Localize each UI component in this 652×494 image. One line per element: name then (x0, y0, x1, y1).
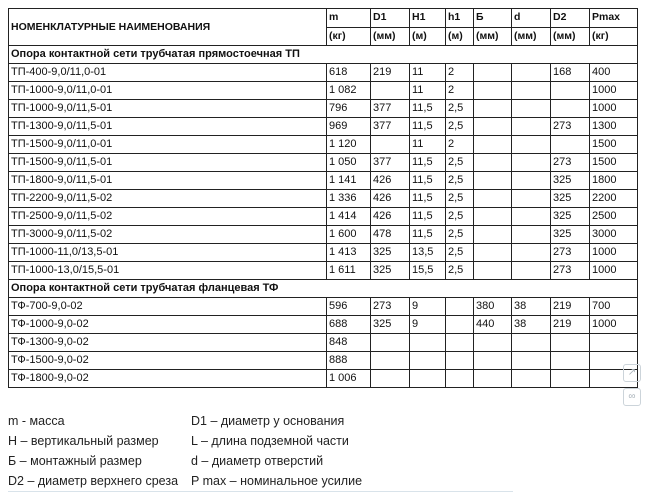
column-header: D1 (371, 9, 410, 28)
cell-value (474, 244, 512, 262)
cell-value: 1 006 (327, 370, 371, 388)
cell-value: 618 (327, 64, 371, 82)
cell-value: 377 (371, 154, 410, 172)
table-row (9, 136, 638, 154)
column-header: D2 (551, 9, 590, 28)
table-row (9, 82, 638, 100)
cell-value: 38 (512, 298, 551, 316)
cell-value: 3000 (590, 226, 638, 244)
table-row (9, 190, 638, 208)
section-title: Опора контактной сети трубчатая фланцевая ТФ (9, 280, 638, 298)
cell-value: 1000 (590, 262, 638, 280)
cell-value: 796 (327, 100, 371, 118)
table-row (9, 64, 638, 82)
cell-value: 2,5 (446, 172, 474, 190)
cell-value: 273 (551, 244, 590, 262)
share-icon[interactable]: ↗ (623, 364, 641, 382)
cell-value (512, 100, 551, 118)
unit-header: (кг) (327, 27, 371, 46)
legend-item: P max – номинальное усилие (191, 474, 363, 488)
cell-value: 15,5 (410, 262, 446, 280)
column-header: h1 (446, 9, 474, 28)
table-row (9, 244, 638, 262)
cell-value: 325 (551, 208, 590, 226)
cell-value: 1000 (590, 316, 638, 334)
cell-value: 11,5 (410, 118, 446, 136)
column-header: Pmax (590, 9, 638, 28)
product-name: ТП-1300-9,0/11,5-01 (9, 118, 327, 136)
legend (8, 411, 388, 491)
cell-value: 325 (551, 190, 590, 208)
product-name: ТП-1500-9,0/11,0-01 (9, 136, 327, 154)
cell-value: 38 (512, 316, 551, 334)
product-name: ТП-1500-9,0/11,5-01 (9, 154, 327, 172)
legend-item: d – диаметр отверстий (191, 454, 324, 468)
unit-header: (м) (410, 27, 446, 46)
cell-value: 11,5 (410, 208, 446, 226)
column-header: H1 (410, 9, 446, 28)
name-header: НОМЕНКЛАТУРНЫЕ НАИМЕНОВАНИЯ (9, 9, 327, 46)
column-header: Б (474, 9, 512, 28)
cell-value (371, 352, 410, 370)
cell-value (474, 136, 512, 154)
cell-value: 11,5 (410, 100, 446, 118)
cell-value (512, 190, 551, 208)
cell-value: 1000 (590, 100, 638, 118)
product-name: ТФ-1000-9,0-02 (9, 316, 327, 334)
cell-value: 2,5 (446, 262, 474, 280)
cell-value (474, 118, 512, 136)
table-row (9, 352, 638, 370)
cell-value: 380 (474, 298, 512, 316)
cell-value (551, 370, 590, 388)
cell-value: 2,5 (446, 118, 474, 136)
cell-value (474, 262, 512, 280)
unit-header: (м) (446, 27, 474, 46)
cell-value (474, 208, 512, 226)
cell-value: 325 (371, 316, 410, 334)
table-row (9, 370, 638, 388)
cell-value (512, 334, 551, 352)
cell-value: 2 (446, 136, 474, 154)
cell-value (474, 334, 512, 352)
side-icons (623, 364, 645, 412)
cell-value: 9 (410, 316, 446, 334)
legend-item: H – вертикальный размер (8, 434, 159, 448)
product-name: ТП-2500-9,0/11,5-02 (9, 208, 327, 226)
cell-value: 2,5 (446, 244, 474, 262)
cell-value (474, 82, 512, 100)
cell-value (410, 370, 446, 388)
table-row (9, 262, 638, 280)
cell-value: 1 336 (327, 190, 371, 208)
cell-value: 2,5 (446, 226, 474, 244)
cell-value: 325 (551, 172, 590, 190)
cell-value: 2200 (590, 190, 638, 208)
table-row (9, 100, 638, 118)
product-name: ТФ-700-9,0-02 (9, 298, 327, 316)
legend-item: D1 – диаметр у основания (191, 414, 345, 428)
cell-value (474, 190, 512, 208)
legend-row (8, 431, 388, 451)
cell-value (512, 370, 551, 388)
unit-header: (мм) (512, 27, 551, 46)
cell-value (512, 64, 551, 82)
legend-item: D2 – диаметр верхнего среза (8, 474, 179, 488)
cell-value (512, 136, 551, 154)
product-name: ТФ-1800-9,0-02 (9, 370, 327, 388)
header-row (9, 9, 638, 28)
cell-value (446, 334, 474, 352)
unit-header: (кг) (590, 27, 638, 46)
cell-value (446, 352, 474, 370)
cell-value: 1 413 (327, 244, 371, 262)
cell-value: 2 (446, 64, 474, 82)
product-name: ТП-3000-9,0/11,5-02 (9, 226, 327, 244)
cell-value: 1 611 (327, 262, 371, 280)
cell-value (512, 172, 551, 190)
cell-value: 1000 (590, 82, 638, 100)
cell-value (410, 334, 446, 352)
cell-value: 2,5 (446, 100, 474, 118)
cell-value (474, 100, 512, 118)
cell-value: 1500 (590, 136, 638, 154)
table-row (9, 334, 638, 352)
cell-value (512, 352, 551, 370)
cell-value: 426 (371, 172, 410, 190)
cell-value: 11 (410, 64, 446, 82)
product-name: ТП-2200-9,0/11,5-02 (9, 190, 327, 208)
legend-row (8, 411, 388, 431)
cell-value: 13,5 (410, 244, 446, 262)
cell-value (474, 226, 512, 244)
cell-value (446, 316, 474, 334)
cell-value: 1 414 (327, 208, 371, 226)
table-row (9, 118, 638, 136)
cell-value (512, 154, 551, 172)
cell-value (551, 82, 590, 100)
cell-value: 2500 (590, 208, 638, 226)
cell-value: 325 (371, 262, 410, 280)
product-name: ТП-400-9,0/11,0-01 (9, 64, 327, 82)
product-name: ТП-1000-9,0/11,5-01 (9, 100, 327, 118)
cell-value: 11,5 (410, 190, 446, 208)
cell-value (474, 352, 512, 370)
cell-value: 688 (327, 316, 371, 334)
section-row (9, 46, 638, 64)
cell-value (512, 244, 551, 262)
cell-value: 1 082 (327, 82, 371, 100)
cell-value (371, 136, 410, 154)
table-row (9, 154, 638, 172)
cell-value (446, 370, 474, 388)
cell-value: 273 (551, 118, 590, 136)
cell-value: 426 (371, 190, 410, 208)
cell-value: 1 120 (327, 136, 371, 154)
legend-row (8, 471, 388, 491)
cell-value: 400 (590, 64, 638, 82)
column-header: m (327, 9, 371, 28)
section-title: Опора контактной сети трубчатая прямостоечная ТП (9, 46, 638, 64)
cell-value (551, 100, 590, 118)
cell-value: 219 (551, 316, 590, 334)
cell-value: 325 (371, 244, 410, 262)
cell-value: 377 (371, 118, 410, 136)
cell-value: 273 (551, 154, 590, 172)
cell-value: 596 (327, 298, 371, 316)
unit-header: (мм) (551, 27, 590, 46)
product-name: ТП-1800-9,0/11,5-01 (9, 172, 327, 190)
cell-value: 848 (327, 334, 371, 352)
cell-value (551, 334, 590, 352)
cell-value (474, 172, 512, 190)
cell-value: 11,5 (410, 154, 446, 172)
cell-value: 11,5 (410, 172, 446, 190)
cell-value: 1 600 (327, 226, 371, 244)
cell-value: 11 (410, 82, 446, 100)
cell-value (371, 82, 410, 100)
cell-value: 1500 (590, 154, 638, 172)
cell-value: 1300 (590, 118, 638, 136)
cell-value: 969 (327, 118, 371, 136)
cell-value: 2,5 (446, 208, 474, 226)
section-row (9, 280, 638, 298)
legend-row (8, 451, 388, 471)
unit-header: (мм) (371, 27, 410, 46)
legend-item: m - масса (8, 414, 65, 428)
product-name: ТП-1000-13,0/15,5-01 (9, 262, 327, 280)
table-row (9, 172, 638, 190)
product-name: ТФ-1500-9,0-02 (9, 352, 327, 370)
cell-value: 11 (410, 136, 446, 154)
cell-value: 377 (371, 100, 410, 118)
cell-value (512, 226, 551, 244)
cell-value: 219 (371, 64, 410, 82)
spec-table (8, 8, 638, 388)
cell-value: 1800 (590, 172, 638, 190)
cell-value (371, 334, 410, 352)
cell-value (590, 334, 638, 352)
cell-value: 11,5 (410, 226, 446, 244)
cell-value: 2 (446, 82, 474, 100)
cell-value (474, 370, 512, 388)
cell-value: 1 050 (327, 154, 371, 172)
cell-value (474, 154, 512, 172)
cell-value (446, 298, 474, 316)
cell-value: 888 (327, 352, 371, 370)
cell-value: 440 (474, 316, 512, 334)
link-icon[interactable]: ∞ (623, 388, 641, 406)
cell-value: 168 (551, 64, 590, 82)
table-row (9, 298, 638, 316)
cell-value: 2,5 (446, 190, 474, 208)
table-row (9, 208, 638, 226)
product-name: ТФ-1300-9,0-02 (9, 334, 327, 352)
cell-value (410, 352, 446, 370)
cell-value: 478 (371, 226, 410, 244)
cell-value (512, 82, 551, 100)
cell-value (551, 352, 590, 370)
table-row (9, 226, 638, 244)
cell-value (551, 136, 590, 154)
unit-header: (мм) (474, 27, 512, 46)
cell-value: 273 (371, 298, 410, 316)
cell-value (371, 370, 410, 388)
column-header: d (512, 9, 551, 28)
cell-value (512, 208, 551, 226)
product-name: ТП-1000-9,0/11,0-01 (9, 82, 327, 100)
cell-value: 325 (551, 226, 590, 244)
cell-value: 219 (551, 298, 590, 316)
divider (8, 491, 513, 492)
cell-value: 700 (590, 298, 638, 316)
legend-item: Б – монтажный размер (8, 454, 142, 468)
table-row (9, 316, 638, 334)
cell-value: 9 (410, 298, 446, 316)
cell-value: 1000 (590, 244, 638, 262)
cell-value: 426 (371, 208, 410, 226)
cell-value (512, 262, 551, 280)
cell-value: 2,5 (446, 154, 474, 172)
cell-value: 273 (551, 262, 590, 280)
cell-value: 1 141 (327, 172, 371, 190)
cell-value (512, 118, 551, 136)
cell-value (474, 64, 512, 82)
legend-item: L – длина подземной части (191, 434, 349, 448)
product-name: ТП-1000-11,0/13,5-01 (9, 244, 327, 262)
